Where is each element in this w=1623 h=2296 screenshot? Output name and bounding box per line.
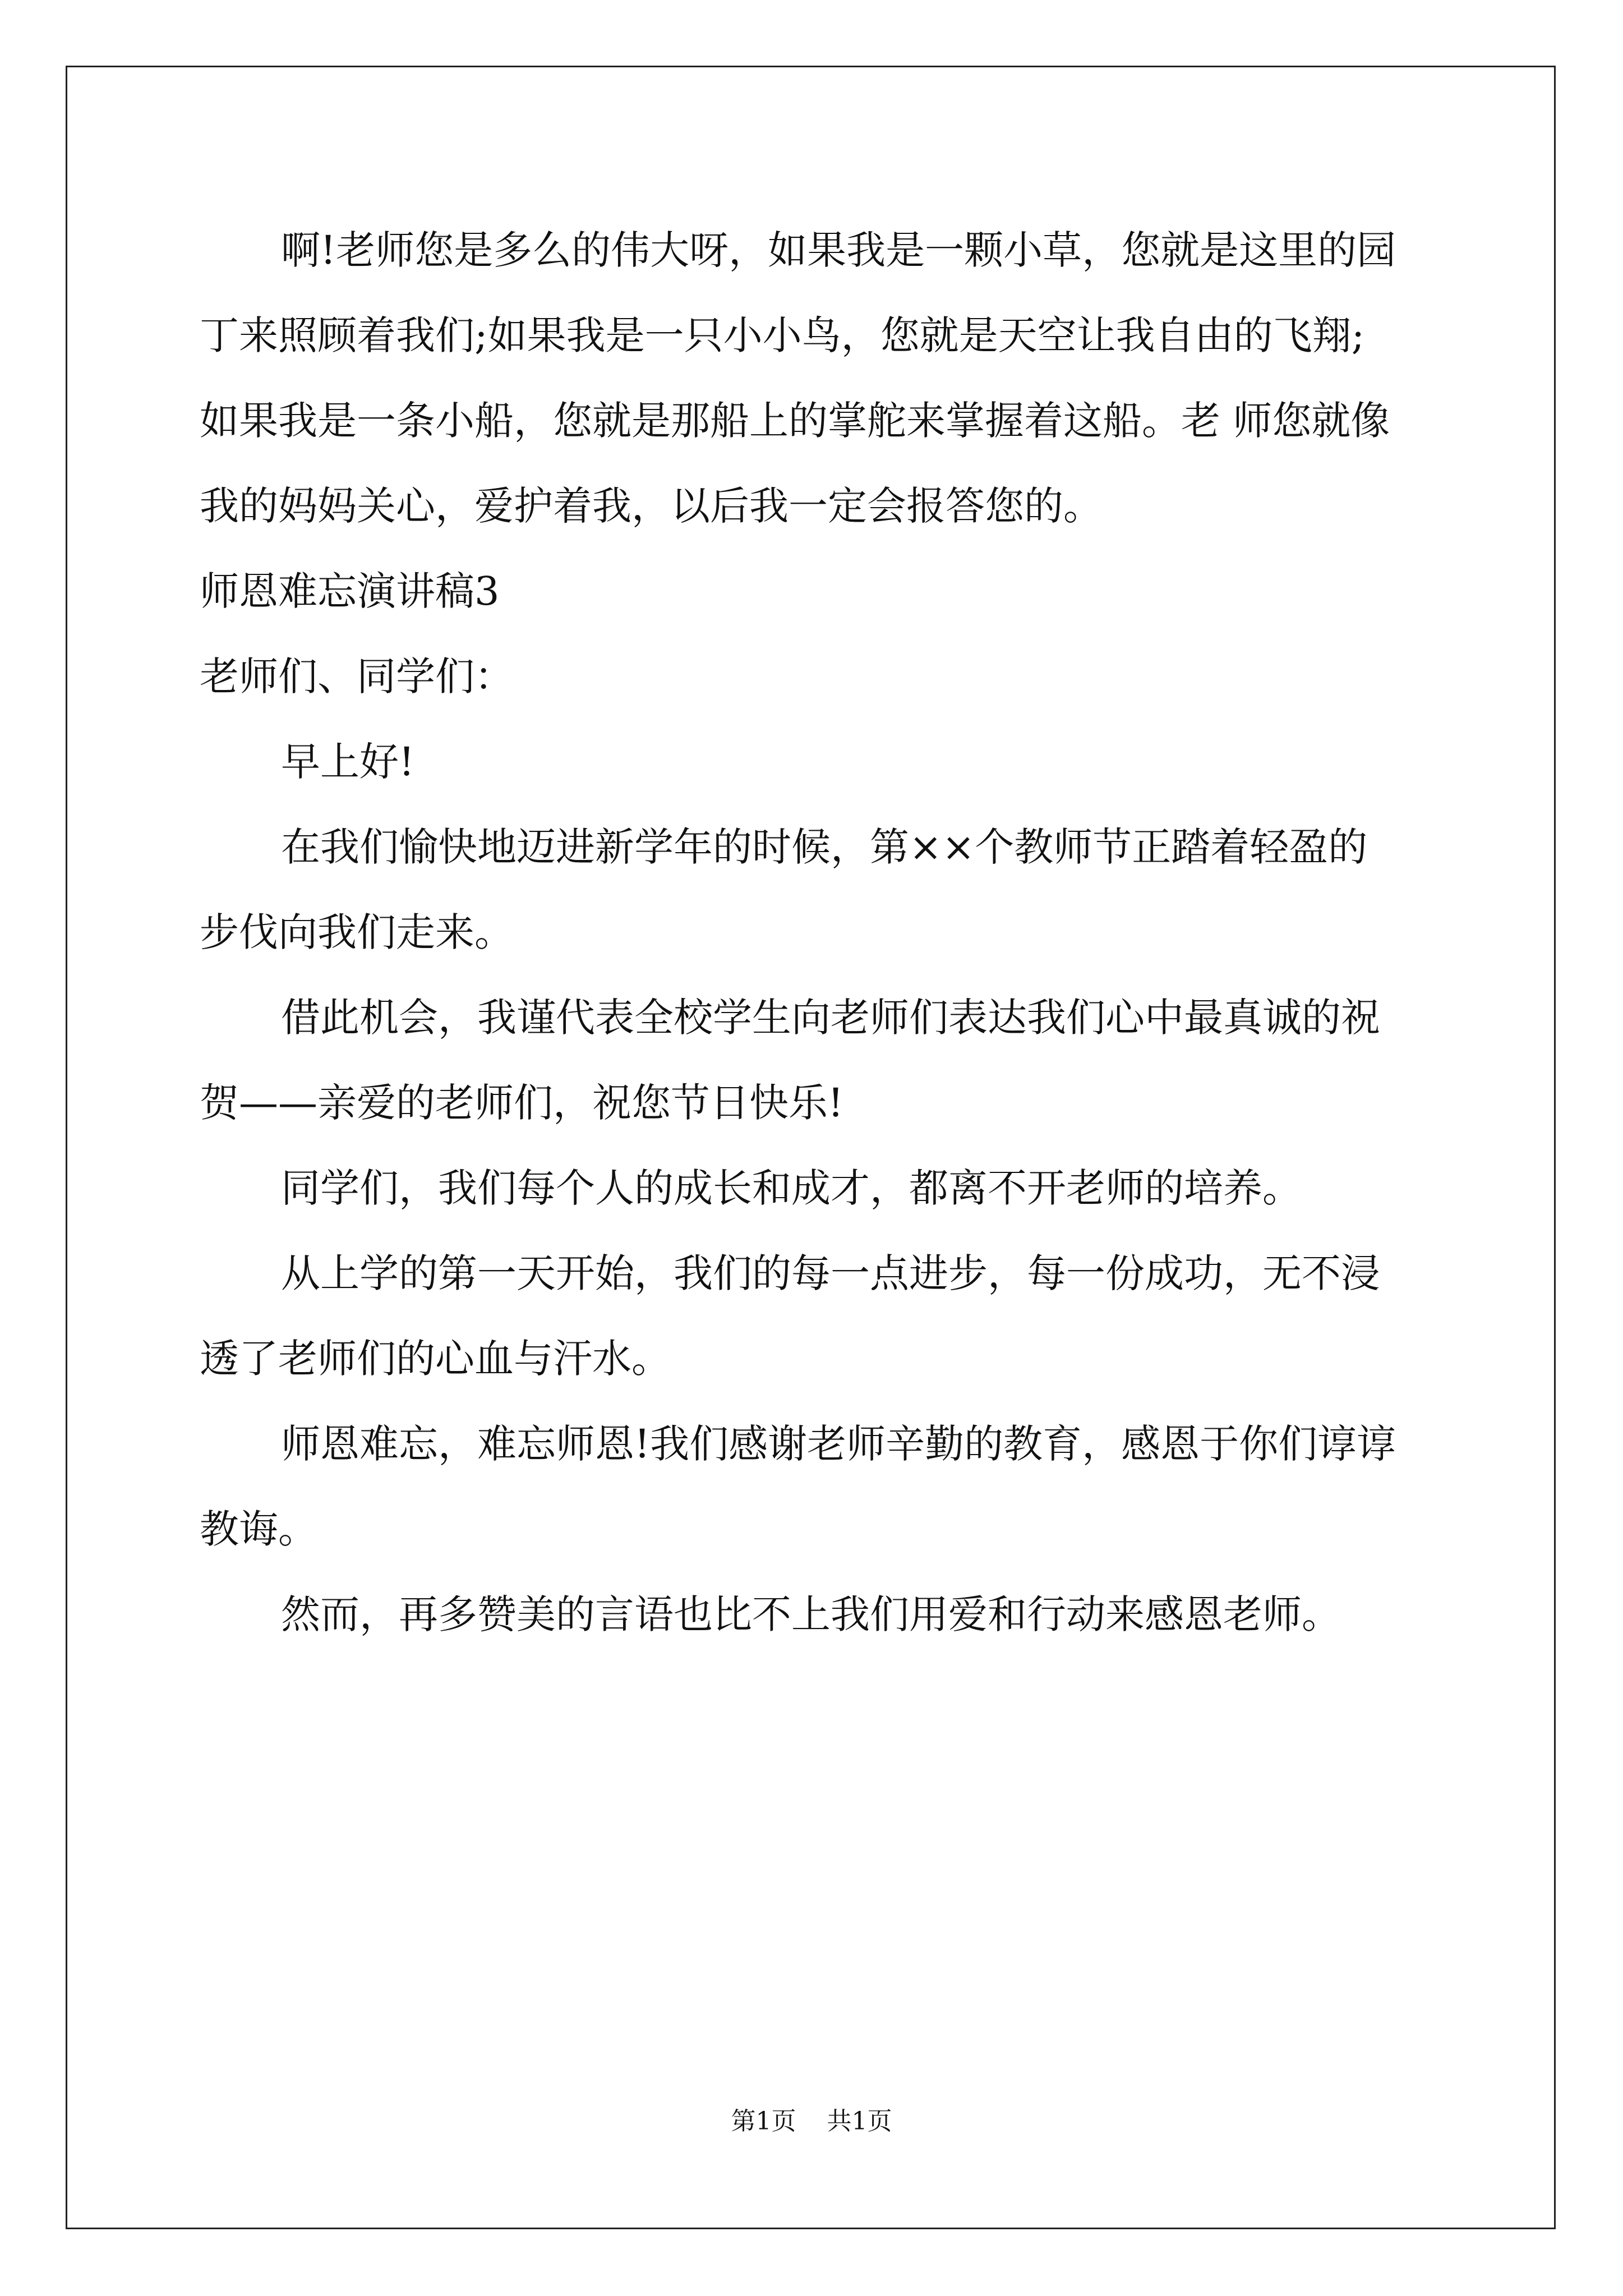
paragraph-line: 贺——亲爱的老师们，祝您节日快乐! — [200, 1080, 844, 1126]
paragraph-line: 如果我是一条小船，您就是那船上的掌舵来掌握着这船。老 师您就像 — [200, 398, 1390, 444]
paragraph-line: 借此机会，我谨代表全校学生向老师们表达我们心中最真诚的祝 — [281, 995, 1380, 1041]
paragraph-line: 教诲。 — [200, 1506, 317, 1552]
page-number-current: 第1页 — [731, 2107, 796, 2136]
paragraph-line: 啊!老师您是多么的伟大呀，如果我是一颗小草，您就是这里的园 — [281, 227, 1396, 273]
paragraph-line: 同学们，我们每个人的成长和成才，都离不开老师的培养。 — [281, 1165, 1302, 1211]
page-footer — [0, 2105, 1623, 2138]
paragraph-line: 然而，再多赞美的言语也比不上我们用爱和行动来感恩老师。 — [281, 1591, 1341, 1637]
document-body — [200, 208, 1431, 1657]
salutation: 老师们、同学们： — [200, 654, 514, 700]
paragraph-line: 从上学的第一天开始，我们的每一点进步，每一份成功，无不浸 — [281, 1250, 1380, 1296]
paragraph-line: 步伐向我们走来。 — [200, 909, 514, 955]
greeting: 早上好! — [281, 739, 415, 785]
paragraph-line: 我的妈妈关心，爱护着我，以后我一定会报答您的。 — [200, 483, 1103, 529]
paragraph-line: 师恩难忘，难忘师恩!我们感谢老师辛勤的教育，感恩于你们谆谆 — [281, 1421, 1396, 1467]
paragraph-line: 透了老师们的心血与汗水。 — [200, 1336, 671, 1382]
section-title: 师恩难忘演讲稿3 — [200, 568, 500, 614]
paragraph-line: 在我们愉快地迈进新学年的时候，第××个教师节正踏着轻盈的 — [281, 824, 1368, 870]
page-number-total: 共1页 — [827, 2107, 892, 2136]
paragraph-line: 丁来照顾着我们;如果我是一只小小鸟，您就是天空让我自由的飞翔; — [200, 312, 1365, 358]
